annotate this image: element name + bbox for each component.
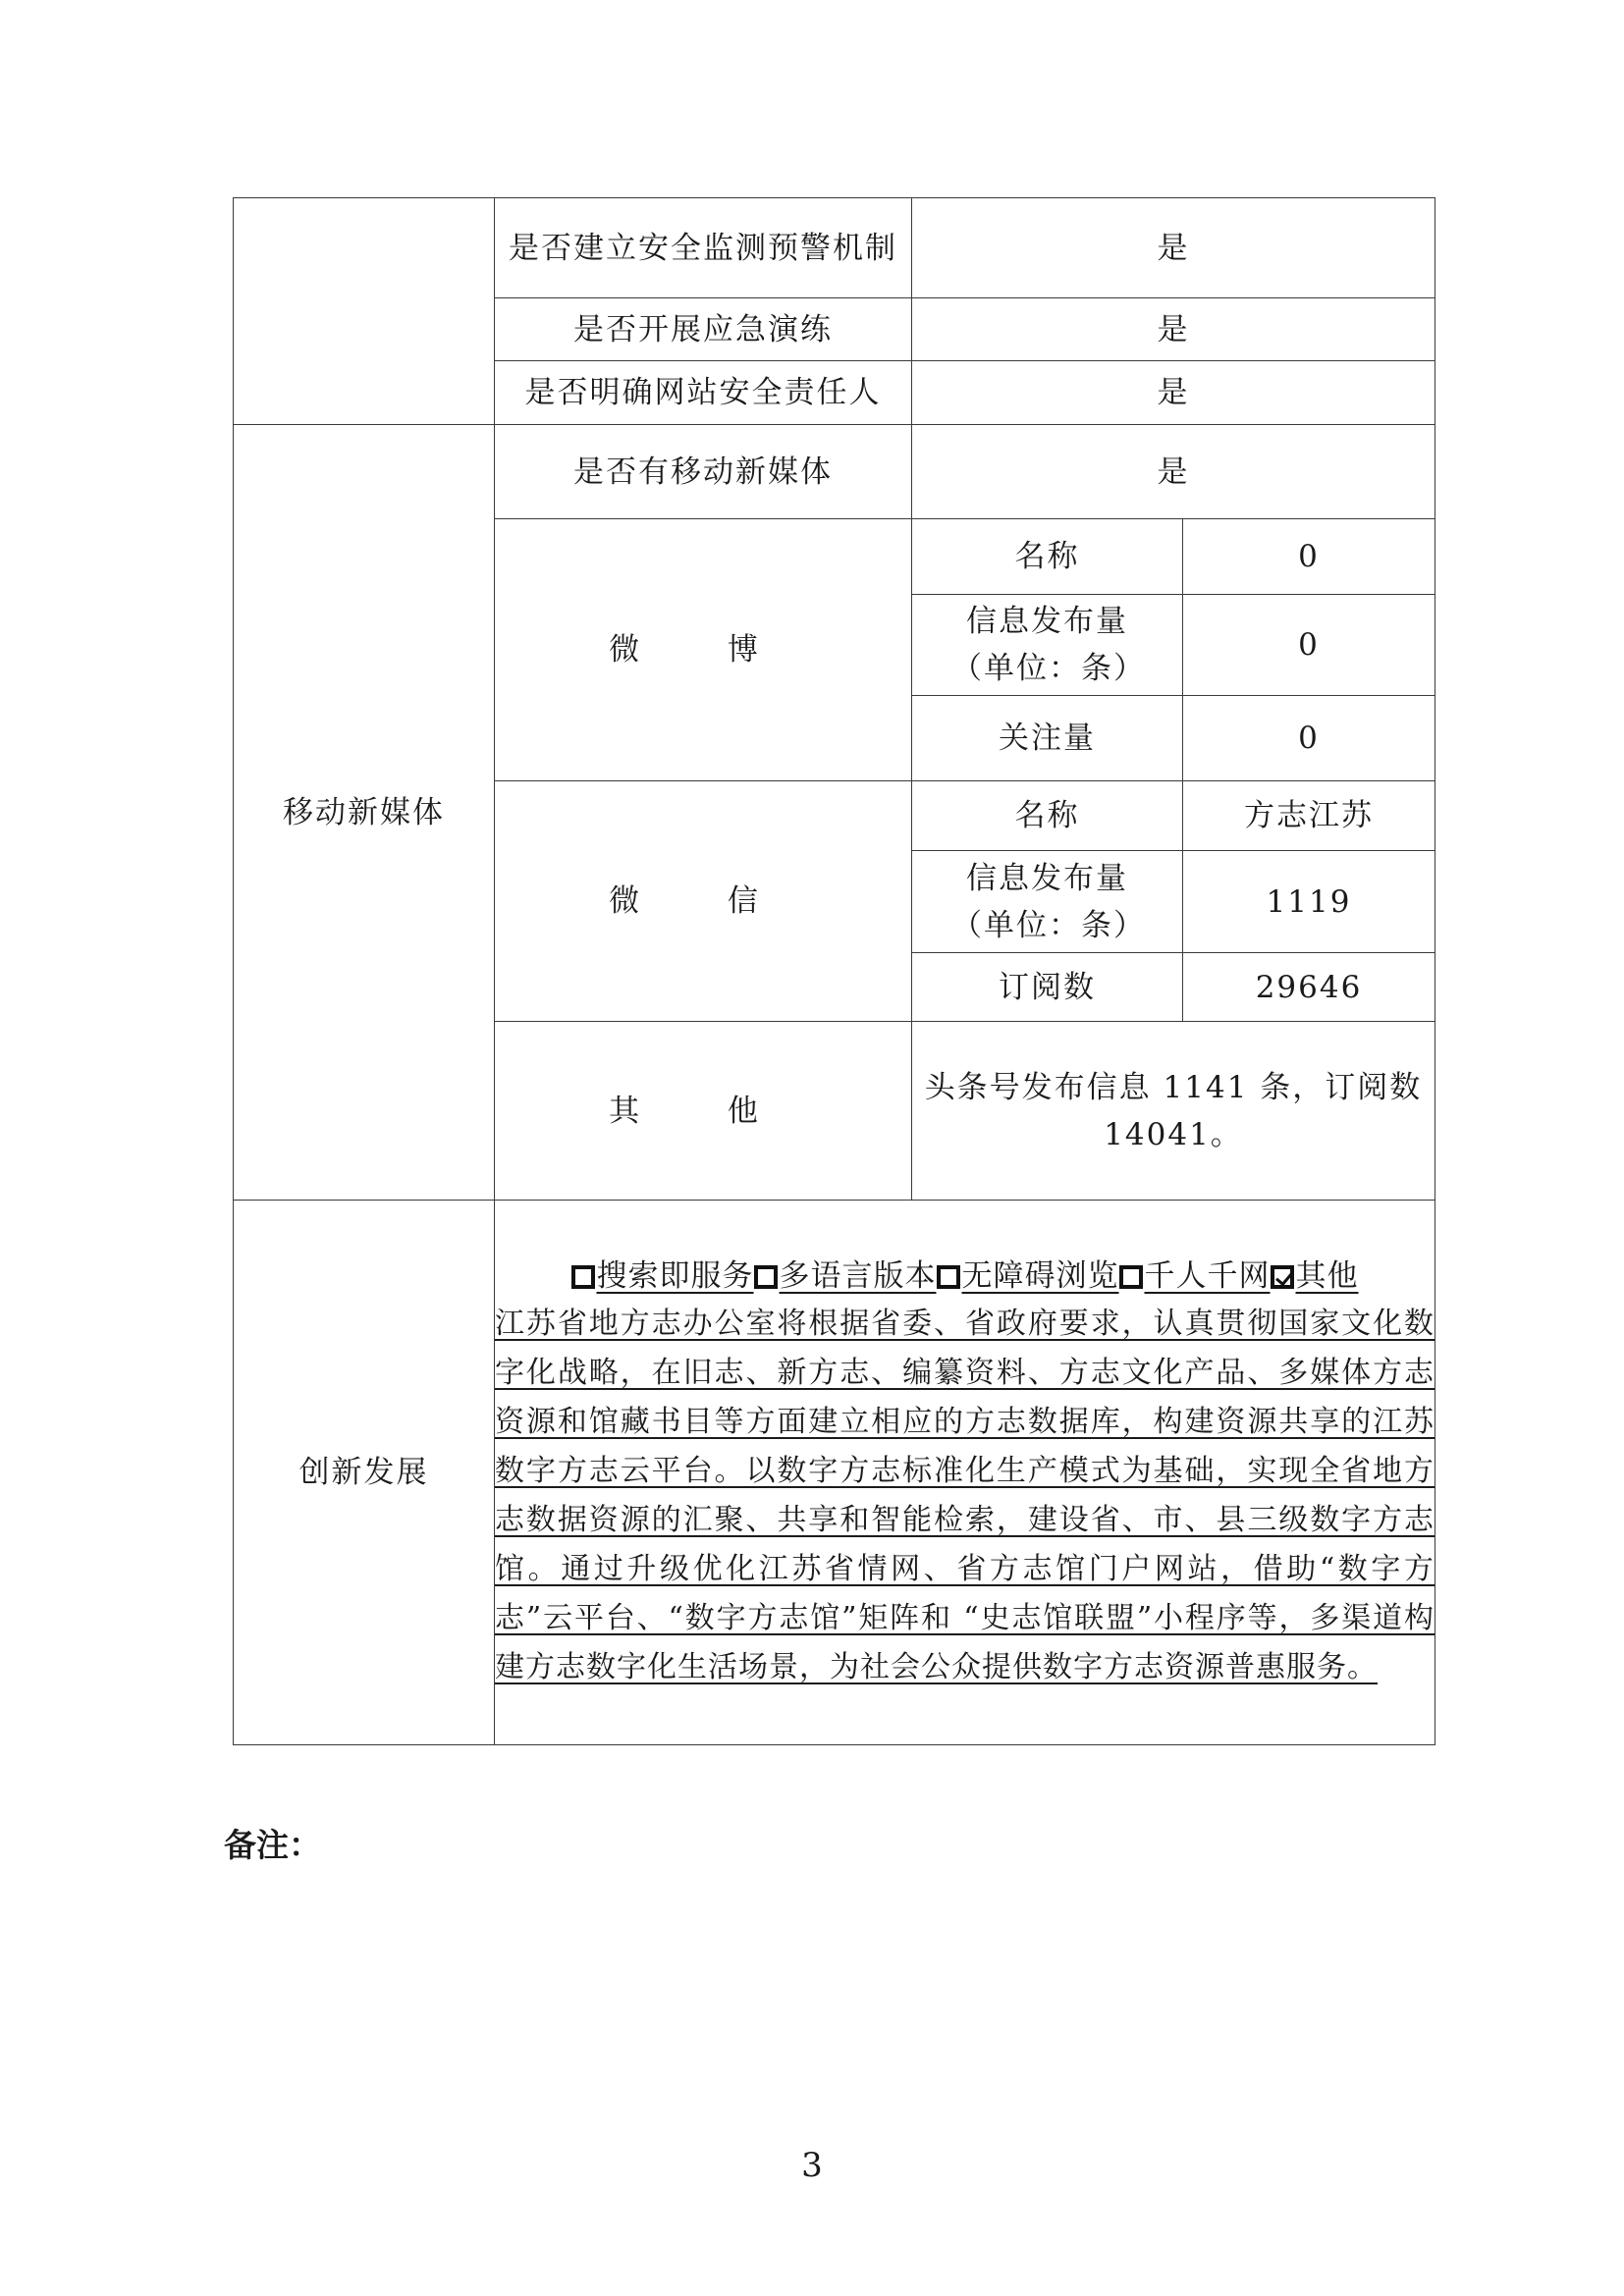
- option-label: 搜索即服务: [596, 1258, 754, 1294]
- security-section-cell: [234, 198, 495, 425]
- has-media-question: 是否有移动新媒体: [495, 425, 912, 519]
- innovation-options: [495, 1253, 1435, 1300]
- weibo-label: 微 博: [495, 519, 912, 781]
- weibo-follow-label: 关注量: [912, 696, 1183, 781]
- innovation-label: 创新发展: [234, 1201, 495, 1745]
- wechat-subs-label: 订阅数: [912, 953, 1183, 1022]
- has-media-answer: 是: [912, 425, 1435, 519]
- security-answer: 是: [912, 198, 1435, 298]
- wechat-posts-value: 1119: [1183, 851, 1435, 953]
- security-question: 是否明确网站安全责任人: [495, 361, 912, 425]
- multilingual-checkbox[interactable]: [754, 1265, 778, 1289]
- personalized-checkbox[interactable]: [1119, 1265, 1143, 1289]
- weibo-posts-label: 信息发布量（单位：条）: [912, 595, 1183, 696]
- option-label: 多语言版本: [779, 1258, 937, 1294]
- security-question: 是否建立安全监测预警机制: [495, 198, 912, 298]
- innovation-content: [495, 1201, 1435, 1745]
- note-label: 备注：: [224, 1826, 321, 1864]
- page-number: 3: [801, 2146, 823, 2185]
- option-label: 无障碍浏览: [961, 1258, 1119, 1294]
- security-answer: 是: [912, 361, 1435, 425]
- weibo-follow-value: 0: [1183, 696, 1435, 781]
- other-checkbox-checked[interactable]: [1271, 1265, 1294, 1289]
- other-value: 头条号发布信息 1141 条，订阅数 14041。: [912, 1022, 1435, 1201]
- media-section-label: 移动新媒体: [234, 425, 495, 1201]
- innovation-text: 江苏省地方志办公室将根据省委、省政府要求，认真贯彻国家文化数字化战略，在旧志、新方志、编纂资料、方志文化产品、多媒体方志资源和馆藏书目等方面建立相应的方志数据库，构建资源共享的江苏数字方志云平台。以数字方志标准化生产模式为基础，实现全省地方志数据资源的汇聚、共享和智能检索，建设省、市、县三级数字方志馆。通过升级优化江苏省情网、省方志馆门户网站，借助“数字方志”云平台、“数字方志馆”矩阵和 “史志馆联盟”小程序等，多渠道构建方志数字化生活场景，为社会公众提供数字方志资源普惠服务。: [495, 1307, 1435, 1684]
- wechat-subs-value: 29646: [1183, 953, 1435, 1022]
- option-label: 其他: [1295, 1258, 1359, 1294]
- accessibility-checkbox[interactable]: [937, 1265, 960, 1289]
- search-service-checkbox[interactable]: [571, 1265, 595, 1289]
- option-label: 千人千网: [1144, 1258, 1271, 1294]
- wechat-posts-label: 信息发布量（单位：条）: [912, 851, 1183, 953]
- wechat-name-value: 方志江苏: [1183, 781, 1435, 851]
- weibo-posts-value: 0: [1183, 595, 1435, 696]
- weibo-name-label: 名称: [912, 519, 1183, 595]
- weibo-name-value: 0: [1183, 519, 1435, 595]
- security-answer: 是: [912, 298, 1435, 361]
- report-table: [233, 197, 1435, 1745]
- wechat-name-label: 名称: [912, 781, 1183, 851]
- other-label: 其 他: [495, 1022, 912, 1201]
- wechat-label: 微 信: [495, 781, 912, 1022]
- security-question: 是否开展应急演练: [495, 298, 912, 361]
